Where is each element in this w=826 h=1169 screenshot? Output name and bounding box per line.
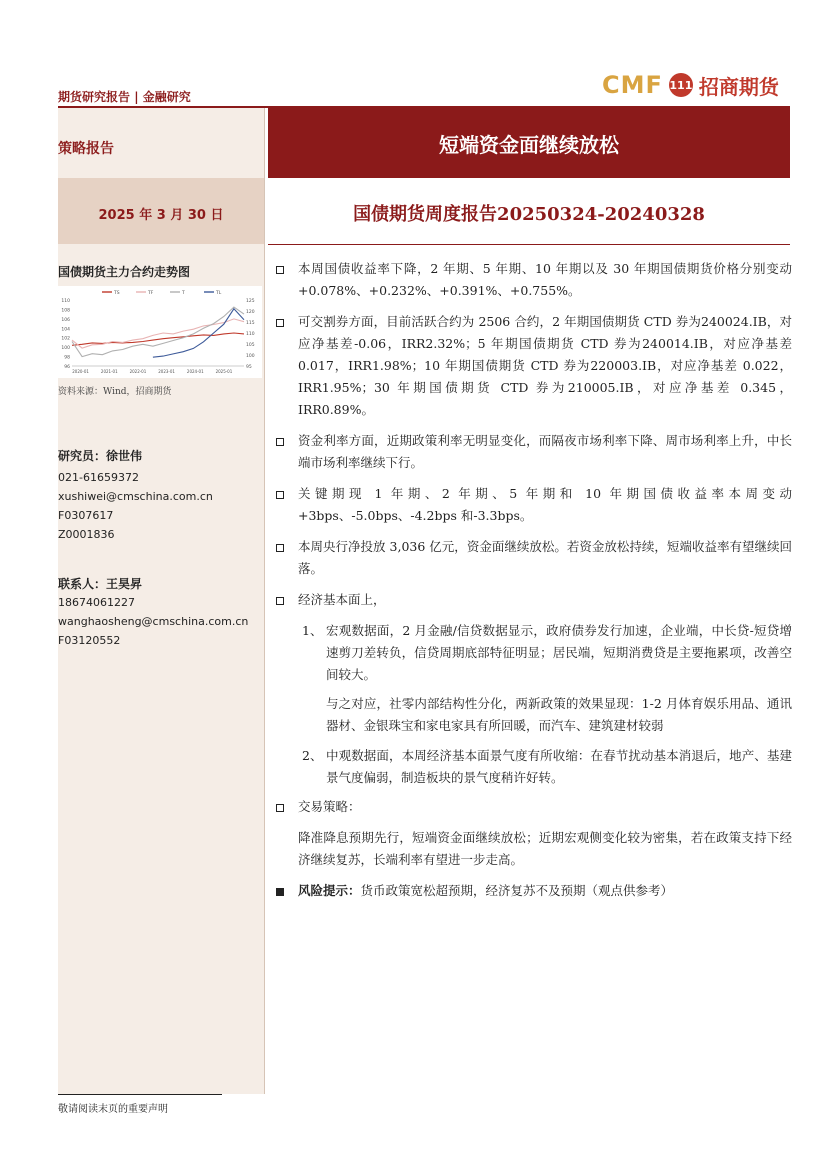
category-label: 期货研究报告: [58, 90, 131, 104]
bullet-deliverable: [274, 311, 792, 421]
contact-phone: 18674061227: [58, 596, 135, 609]
bullet-yield-change: [274, 258, 792, 302]
bullet-text: 交易策略：: [298, 799, 361, 814]
x-tick-label: 2020-01: [72, 369, 89, 374]
report-type-label: 策略报告: [58, 141, 114, 157]
report-category: [58, 88, 191, 105]
x-tick-label: 2025-01: [215, 369, 233, 374]
bullet-square-icon: [276, 888, 284, 896]
sub-item-text: 中观数据面，本周经济基本面景气度有所收缩：在春节扰动基本消退后，地产、基建景气度偏弱，制造板块的景气度稍许好转。: [326, 748, 792, 785]
sub-item-text: 宏观数据面，2 月金融/信贷数据显示，政府债券发行加速，企业端，中长贷-短贷增速剪刀差转负，信贷周期底部特征明显；居民端，短期消费贷是主要拖累项，改善空间较大。: [326, 623, 792, 682]
legend-label: TL: [216, 291, 222, 296]
footer-divider: [58, 1094, 222, 1095]
bullet-key-tenors: [274, 483, 792, 527]
bullet-text: 经济基本面上，: [298, 592, 386, 607]
y-tick-label-right: 120: [246, 310, 255, 315]
y-tick-label-right: 105: [246, 343, 255, 348]
headline-title: 短端资金面继续放松: [439, 132, 619, 157]
risk-text: 货币政策宽松超预期，经济复苏不及预期（观点供参考）: [360, 883, 674, 898]
bullet-text: 关键期现 1 年期、2 年期、5 年期和 10 年期国债收益率本周变动+3bps、-5.0bps、-4.2bps 和-3.3bps。: [298, 486, 792, 523]
x-tick-label: 2023-01: [158, 369, 175, 374]
sub-item-number: 1、: [302, 623, 323, 638]
analyst-contacts: [58, 468, 213, 544]
contact-name: 联系人：王昊昇: [58, 577, 143, 591]
contact-license: F03120552: [58, 634, 121, 647]
bullet-square-icon: [276, 491, 284, 499]
bullet-text: 资金利率方面，近期政策利率无明显变化，而隔夜市场利率下降、周市场利率上升，中长端市场利率继续下行。: [298, 433, 792, 470]
sidebar-divider: [264, 108, 265, 1094]
chart-background: [58, 286, 262, 378]
strategy-paragraph: 降准降息预期先行，短端资金面继续放松；近期宏观侧变化较为密集，若在政策支持下经济继续复苏，长端利率有望进一步走高。: [298, 830, 792, 867]
x-tick-label: 2024-01: [186, 369, 204, 374]
x-tick-label: 2021-01: [100, 369, 118, 374]
bullet-risk: [274, 880, 792, 902]
y-tick-label-left: 106: [61, 317, 70, 323]
logo-cmf-text: CMF: [602, 71, 663, 99]
y-tick-label-right: 100: [246, 354, 255, 359]
sub-item-paragraph: 与之对应，社零内部结构性分化，两新政策的效果显现：1-2 月体育娱乐用品、通讯器材、金银珠宝和家电家具有所回暖，而汽车、建筑建材较弱: [326, 696, 792, 733]
y-tick-label-left: 98: [64, 355, 70, 361]
footer-disclaimer: 敬请阅读末页的重要声明: [58, 1104, 168, 1115]
analyst-email[interactable]: xushiwei@cmschina.com.cn: [58, 490, 213, 503]
bullet-text: 可交割券方面，目前活跃合约为 2506 合约，2 年期国债期货 CTD 券为240024.IB，对应净基差-0.06，IRR2.32%；5 年期国债期货 CTD 券为240014.IB，对应净基差 0.017，IRR1.98%；10 年期国债期货 CTD 券为220003.IB，对应净基差 0.022，IRR1.95%；30 年期国债期货 CTD 券为210005.IB，对应净基差 0.345，IRR0.89%。: [298, 314, 792, 417]
x-tick-label: 2022-01: [129, 369, 147, 374]
legend-label: T: [182, 291, 185, 296]
bullet-strategy: [274, 796, 792, 818]
bullet-square-icon: [276, 438, 284, 446]
report-title: 国债期货周度报告20250324-20240328: [353, 204, 705, 225]
y-tick-label-left: 104: [61, 327, 70, 333]
contact-details: [58, 593, 248, 650]
bullet-pboc-injection: [274, 536, 792, 580]
y-tick-label-right: 110: [246, 332, 255, 337]
bullet-square-icon: [276, 319, 284, 327]
bullet-square-icon: [276, 804, 284, 812]
legend-label: TF: [148, 291, 154, 296]
analyst-license-2: Z0001836: [58, 528, 115, 541]
bullet-square-icon: [276, 266, 284, 274]
sub-item-macro: [274, 620, 792, 686]
logo-cn-text: 招商期货: [698, 74, 779, 99]
y-tick-label-right: 115: [246, 321, 255, 326]
bullet-square-icon: [276, 544, 284, 552]
bullet-text: 本周国债收益率下降，2 年期、5 年期、10 年期以及 30 年期国债期货价格分别变动+0.078%、+0.232%、+0.391%、+0.755%。: [298, 261, 792, 298]
y-tick-label-left: 96: [64, 365, 70, 370]
y-tick-label-right: 125: [246, 299, 255, 304]
subcategory-label: 金融研究: [142, 90, 191, 104]
y-tick-label-left: 102: [61, 336, 70, 342]
headline-banner: [268, 108, 790, 178]
y-tick-label-right: 95: [246, 365, 252, 370]
analyst-name: 研究员：徐世伟: [58, 449, 143, 463]
legend-label: TS: [114, 291, 120, 296]
sub-item-meso: [274, 745, 792, 789]
report-body: [274, 258, 792, 911]
bullet-funding-rates: [274, 430, 792, 474]
chart-source: 资料来源：Wind，招商期货: [58, 387, 172, 397]
analyst-license-1: F0307617: [58, 509, 114, 522]
y-tick-label-left: 108: [61, 308, 70, 314]
sub-item-number: 2、: [302, 748, 323, 763]
y-tick-label-left: 100: [61, 346, 70, 352]
logo-badge-icon: 111: [669, 73, 693, 97]
category-separator: |: [134, 90, 139, 104]
bullet-text: 本周央行净投放 3,036 亿元，资金面继续放松。若资金放松持续，短端收益率有望继续回落。: [298, 539, 792, 576]
bullet-square-icon: [276, 597, 284, 605]
report-date: 2025 年 3 月 30 日: [98, 208, 224, 223]
title-divider: [268, 244, 790, 245]
bullet-fundamentals: [274, 589, 792, 611]
contact-email[interactable]: wanghaosheng@cmschina.com.cn: [58, 615, 249, 628]
futures-trend-chart: [58, 286, 262, 378]
y-tick-label-left: 110: [61, 299, 70, 304]
chart-heading: 国债期货主力合约走势图: [58, 265, 191, 279]
company-logo: [602, 70, 779, 100]
analyst-phone: 021-61659372: [58, 471, 139, 484]
risk-label: 风险提示：: [298, 883, 361, 898]
